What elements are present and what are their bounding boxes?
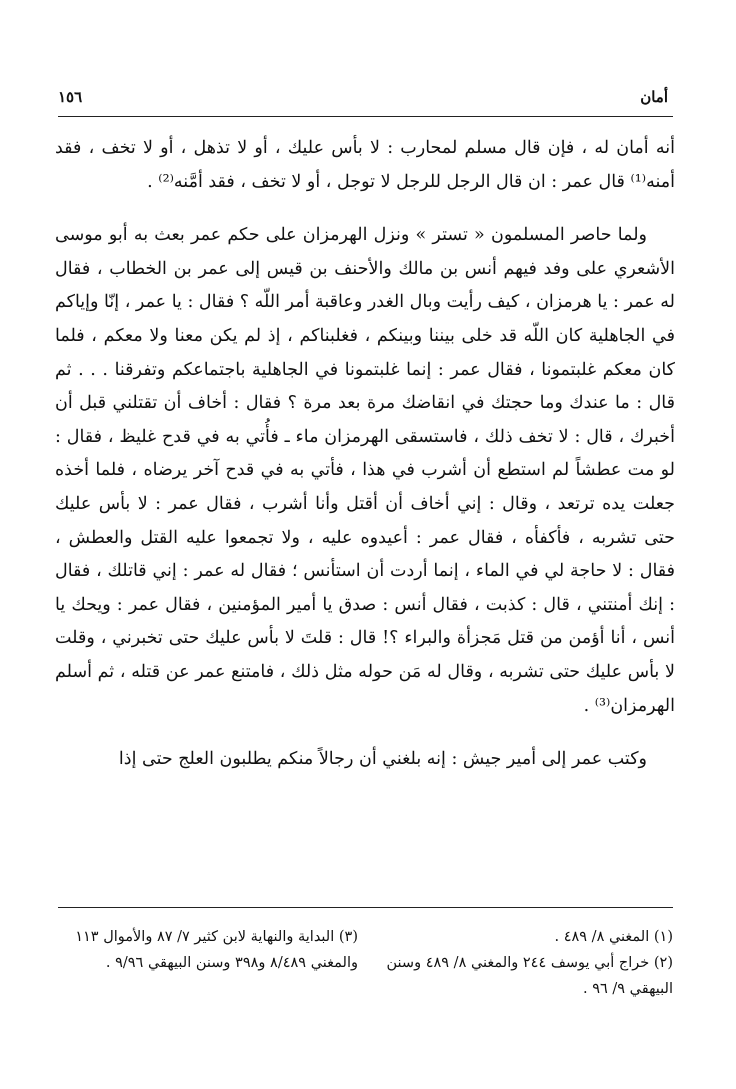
running-title: أمان [640,88,668,106]
page-header [58,84,668,110]
header-divider [58,116,673,117]
footnote-3: (٣) البداية والنهاية لابن كثير ٧/ ٨٧ والأموال ١١٣ والمغني ٨/٤٨٩ و٣٩٨ وسنن البيهقي ٩/٩٦ . [75,929,358,971]
page-number: ١٥٦ [58,88,83,106]
footnote-divider [58,907,673,908]
footnote-1: (١) المغني ٨/ ٤٨٩ . [554,929,673,945]
footnotes-right-column [373,924,673,1002]
footnotes [58,924,673,1002]
paragraph-1: أنه أمان له ، فإن قال مسلم لمحارب : لا بأس عليك ، أو لا تذهل ، أو لا تخف ، فقد أمنه⁽¹⁾ قال عمر : ان قال الرجل للرجل لا توجل ، أو لا تخف ، فقد أمَّنه⁽²⁾ . [55,138,675,192]
paragraph-3: وكتب عمر إلى أمير جيش : إنه بلغني أن رجالاً منكم يطلبون العلج حتى إذا [118,749,647,770]
main-text [55,132,675,777]
footnotes-left-column [58,924,358,1002]
footnote-2: (٢) خراج أبي يوسف ٢٤٤ والمغني ٨/ ٤٨٩ وسنن البيهقي ٩/ ٩٦ . [386,955,673,997]
paragraph-2: ولما حاصر المسلمون « تستر » ونزل الهرمزان على حكم عمر بعث به أبو موسى الأشعري على وفد فيهم أنس بن مالك والأحنف بن قيس إلى عمر بن الخطاب ، فقال له عمر : يا هرمزان ، كيف رأيت وبال الغدر وعاقبة أمر اللّه ؟ فقال : يا عمر ، إنّا وإياكم في الجاهلية كان اللّه قد خلى بيننا وبينكم ، فغلبناكم ، إذ لم يكن معنا ولا معكم ، فلما كان معكم غلبتمونا ، فقال عمر : إنما غلبتمونا في الجاهلية باجتماعكم وتفرقنا . . . ثم قال : ما عندك وما حجتك في انقاضك مرة بعد مرة ؟ فقال : أخاف أن تقتلني قبل أن أخبرك ، قال : لا تخف ذلك ، فاستسقى الهرمزان ماء ـ فأُتي به في قدح غليظ ، فقال : لو مت عطشاً لم استطع أن أشرب في هذا ، فأتي به في قدح آخر يرضاه ، فلما أخذه جعلت يده ترتعد ، وقال : إني أخاف أن أقتل وأنا أشرب ، فقال عمر : لا بأس عليك حتى تشربه ، فأكفأه ، فقال عمر : أعيدوه عليه ، ولا تجمعوا عليه القتل والعطش ، فقال : لا حاجة لي في الماء ، إنما أردت أن استأنس ؛ فقال له عمر : إني قاتلك ، فقال : إنك أمنتني ، قال : كذبت ، فقال أنس : صدق يا أمير المؤمنين ، فقال عمر : ويحك يا أنس ، أنا أؤمن من قتل مَجزأة والبراء ؟! قال : قلتَ لا بأس عليك حتى تخبرني ، وقلت لا بأس عليك حتى تشربه ، وقال له مَن حوله مثل ذلك ، فامتنع عمر عن قتله ، ثم أسلم الهرمزان⁽³⁾ . [55,225,675,716]
